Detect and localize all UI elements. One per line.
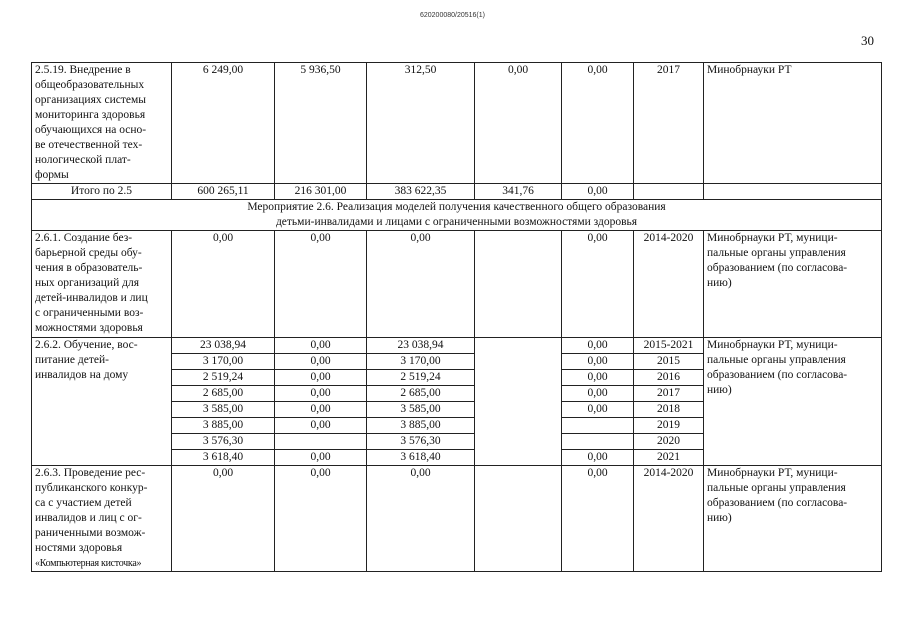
budget-table xyxy=(31,62,882,572)
value-cell: 6 249,00 xyxy=(172,63,275,184)
name-line: 2.6.1. Создание без- xyxy=(35,232,133,244)
row-name xyxy=(32,466,172,572)
value-cell: 5 936,50 xyxy=(275,63,367,184)
value-cell: 3 885,00 xyxy=(367,418,475,434)
table-row-2-6-1 xyxy=(32,231,882,338)
value-cell: 3 585,00 xyxy=(172,402,275,418)
table-row-2-6-3 xyxy=(32,466,882,572)
value-cell: 600 265,11 xyxy=(172,184,275,200)
name-line: нологической плат- xyxy=(35,154,131,166)
year-cell: 2018 xyxy=(634,402,704,418)
value-cell: 0,00 xyxy=(172,231,275,338)
value-cell xyxy=(562,434,634,450)
name-line: общеобразовательных xyxy=(35,79,145,91)
value-cell: 0,00 xyxy=(367,231,475,338)
value-cell: 0,00 xyxy=(562,184,634,200)
value-cell: 0,00 xyxy=(275,386,367,402)
value-cell: 2 519,24 xyxy=(367,370,475,386)
value-cell: 341,76 xyxy=(475,184,562,200)
executor-line: Минобрнауки РТ, муници- xyxy=(707,467,838,479)
name-line: обучающихся на осно- xyxy=(35,124,147,136)
year-cell: 2019 xyxy=(634,418,704,434)
executor-cell: Минобрнауки РТ xyxy=(704,63,882,184)
value-cell: 2 519,24 xyxy=(172,370,275,386)
empty-cell xyxy=(704,184,882,200)
name-line: ных организаций для xyxy=(35,277,139,289)
executor-line: образованием (по согласова- xyxy=(707,262,848,274)
table-row-2-6-2 xyxy=(32,338,882,354)
value-cell: 3 618,40 xyxy=(172,450,275,466)
name-line: организациях системы xyxy=(35,94,146,106)
value-cell xyxy=(275,434,367,450)
section-line: Мероприятие 2.6. Реализация моделей получения качественного общего образования xyxy=(247,201,666,213)
page-number: 30 xyxy=(861,33,874,48)
executor-line: образованием (по согласова- xyxy=(707,369,848,381)
executor-line: пальные органы управления xyxy=(707,247,846,259)
value-cell: 0,00 xyxy=(562,450,634,466)
name-line: с ограниченными воз- xyxy=(35,307,144,319)
executor-line: нию) xyxy=(707,277,732,289)
value-cell: 0,00 xyxy=(275,338,367,354)
section-line: детьми-инвалидами и лицами с ограниченными возможностями здоровья xyxy=(275,216,638,228)
value-cell: 0,00 xyxy=(562,370,634,386)
value-cell: 23 038,94 xyxy=(172,338,275,354)
name-line: ностями здоровья xyxy=(35,542,123,554)
value-cell: 0,00 xyxy=(475,63,562,184)
value-cell: 3 585,00 xyxy=(367,402,475,418)
empty-cell xyxy=(475,231,562,338)
year-cell: 2014-2020 xyxy=(634,466,704,572)
document-id: 620200080/20516(1) xyxy=(419,12,485,19)
value-cell: 2 685,00 xyxy=(367,386,475,402)
value-cell: 0,00 xyxy=(562,338,634,354)
value-cell: 3 885,00 xyxy=(172,418,275,434)
value-cell: 0,00 xyxy=(275,402,367,418)
year-cell: 2017 xyxy=(634,386,704,402)
table-row-total-2-5 xyxy=(32,184,882,200)
name-line: 2.6.2. Обучение, вос- xyxy=(35,339,138,351)
empty-cell xyxy=(634,184,704,200)
executor-line: нию) xyxy=(707,384,732,396)
name-line: можностями здоровья xyxy=(35,322,143,334)
value-cell: 0,00 xyxy=(172,466,275,572)
executor-line: нию) xyxy=(707,512,732,524)
name-line: чения в образователь- xyxy=(35,262,143,274)
empty-cell xyxy=(475,466,562,572)
executor-cell xyxy=(704,231,882,338)
name-line: формы xyxy=(35,169,69,181)
name-line: барьерной среды обу- xyxy=(35,247,142,259)
value-cell: 0,00 xyxy=(275,370,367,386)
name-line: 2.5.19. Внедрение в xyxy=(35,64,131,76)
value-cell xyxy=(562,418,634,434)
name-line: раниченными возмож- xyxy=(35,527,146,539)
executor-line: пальные органы управления xyxy=(707,482,846,494)
value-cell: 3 576,30 xyxy=(367,434,475,450)
row-name: Итого по 2.5 xyxy=(32,184,172,200)
year-cell: 2021 xyxy=(634,450,704,466)
row-name xyxy=(32,338,172,466)
name-line: публиканского конкур- xyxy=(35,482,148,494)
year-cell: 2015 xyxy=(634,354,704,370)
row-name xyxy=(32,231,172,338)
value-cell: 383 622,35 xyxy=(367,184,475,200)
value-cell: 0,00 xyxy=(562,386,634,402)
section-header-2-6 xyxy=(32,200,882,231)
value-cell: 0,00 xyxy=(275,231,367,338)
year-cell: 2020 xyxy=(634,434,704,450)
name-line: «Компьютерная кисточка» xyxy=(35,558,142,569)
name-line: ве отечественной тех- xyxy=(35,139,143,151)
section-title xyxy=(32,200,882,231)
name-line: питание детей- xyxy=(35,354,109,366)
name-line: мониторинга здоровья xyxy=(35,109,146,121)
value-cell: 0,00 xyxy=(562,63,634,184)
name-line: са с участием детей xyxy=(35,497,132,509)
value-cell: 0,00 xyxy=(562,466,634,572)
year-cell: 2015-2021 xyxy=(634,338,704,354)
value-cell: 0,00 xyxy=(275,450,367,466)
value-cell: 216 301,00 xyxy=(275,184,367,200)
executor-line: пальные органы управления xyxy=(707,354,846,366)
value-cell: 2 685,00 xyxy=(172,386,275,402)
value-cell: 0,00 xyxy=(275,418,367,434)
executor-line: Минобрнауки РТ, муници- xyxy=(707,232,838,244)
year-cell: 2014-2020 xyxy=(634,231,704,338)
year-cell: 2017 xyxy=(634,63,704,184)
value-cell: 0,00 xyxy=(367,466,475,572)
value-cell: 23 038,94 xyxy=(367,338,475,354)
value-cell: 0,00 xyxy=(562,231,634,338)
row-name xyxy=(32,63,172,184)
value-cell: 3 170,00 xyxy=(367,354,475,370)
empty-cell xyxy=(475,338,562,466)
executor-cell xyxy=(704,466,882,572)
name-line: 2.6.3. Проведение рес- xyxy=(35,467,146,479)
table-row-2-5-19 xyxy=(32,63,882,184)
value-cell: 0,00 xyxy=(275,354,367,370)
name-line: инвалидов и лиц с ог- xyxy=(35,512,142,524)
value-cell: 0,00 xyxy=(275,466,367,572)
executor-line: Минобрнауки РТ, муници- xyxy=(707,339,838,351)
name-line: детей-инвалидов и лиц xyxy=(35,292,148,304)
value-cell: 3 618,40 xyxy=(367,450,475,466)
value-cell: 312,50 xyxy=(367,63,475,184)
executor-line: образованием (по согласова- xyxy=(707,497,848,509)
name-line: инвалидов на дому xyxy=(35,369,129,381)
year-cell: 2016 xyxy=(634,370,704,386)
executor-cell xyxy=(704,338,882,466)
value-cell: 0,00 xyxy=(562,354,634,370)
value-cell: 3 170,00 xyxy=(172,354,275,370)
value-cell: 0,00 xyxy=(562,402,634,418)
value-cell: 3 576,30 xyxy=(172,434,275,450)
